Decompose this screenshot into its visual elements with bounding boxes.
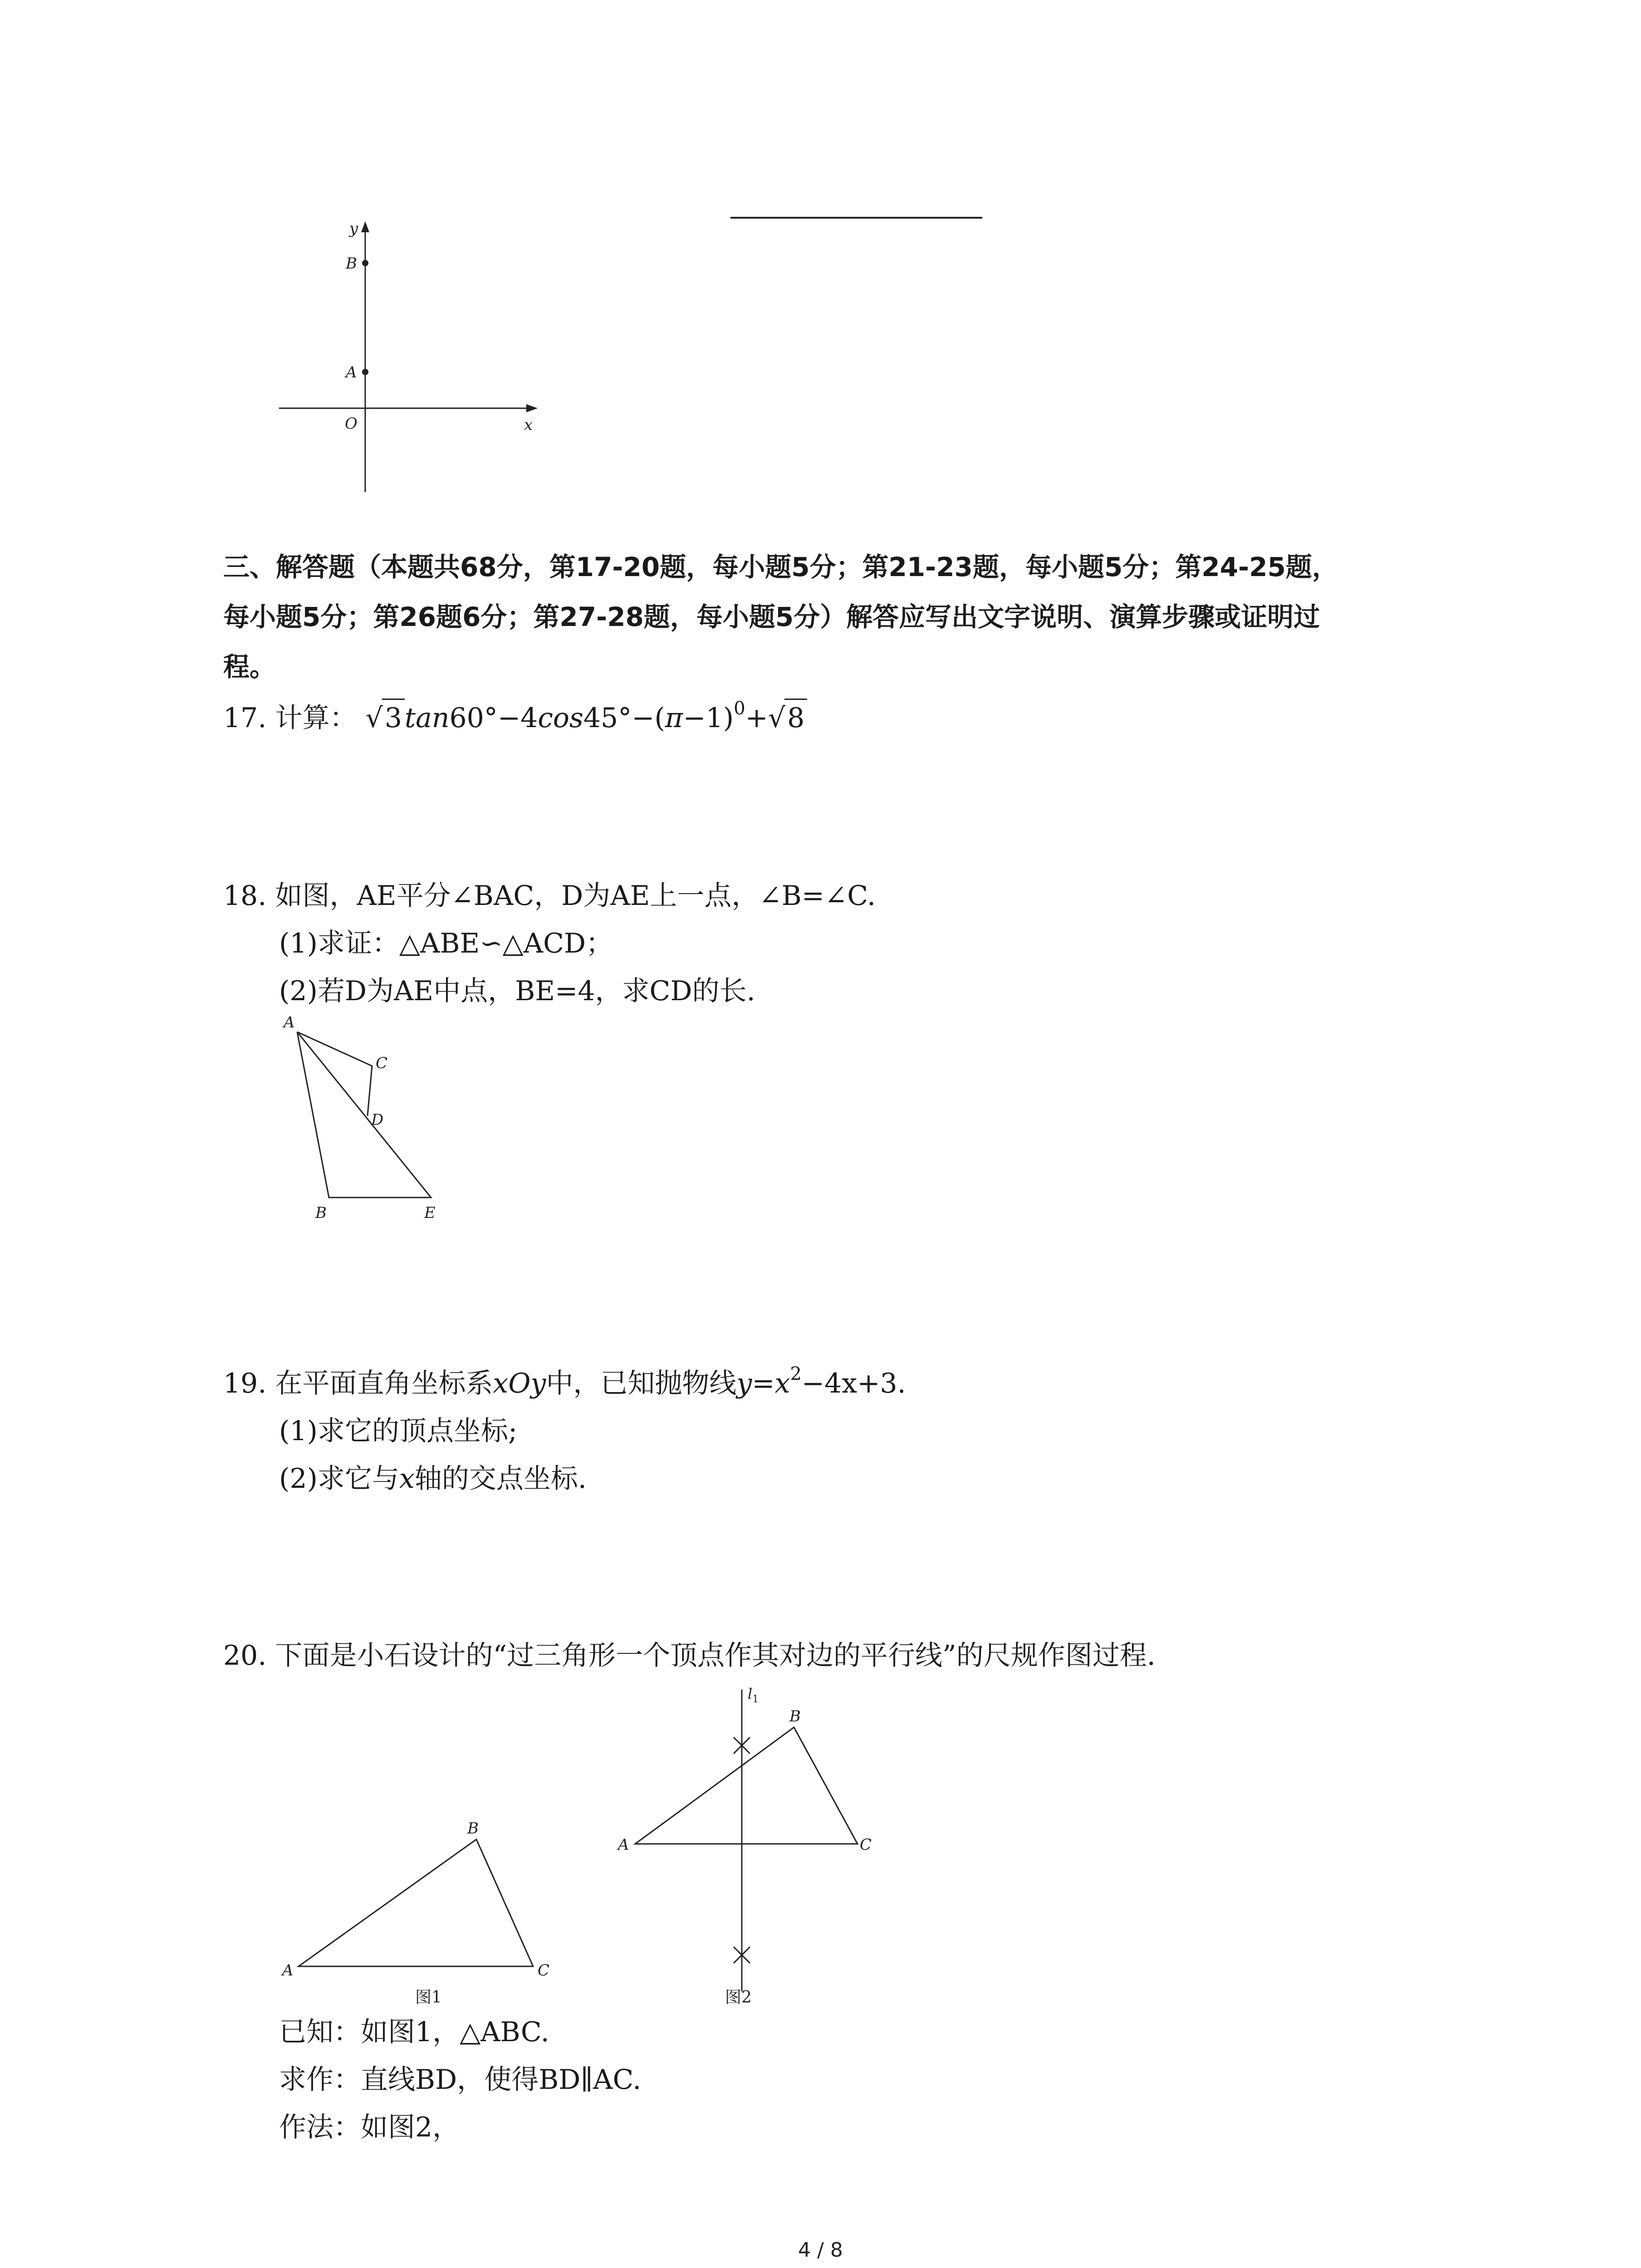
q17-sqrt-sign-1: √ — [365, 702, 383, 734]
q18-text: 如图，AE平分∠BAC，D为AE上一点，∠B=∠C. — [275, 880, 876, 912]
q20-figure-2 — [603, 1683, 894, 2009]
q19-sub2 — [279, 1461, 587, 1497]
q19-text-pre: 在平面直角坐标系 — [275, 1368, 493, 1399]
q20-method: 作法：如图2， — [279, 2112, 460, 2143]
q17-radicand-1: 3 — [382, 699, 405, 736]
q17-line — [223, 699, 807, 736]
q17-prefix: 计算： — [275, 702, 357, 734]
q17-number: 17. — [223, 702, 267, 734]
section3-heading-line2: 每小题5分；第26题6分；第27-28题，每小题5分）解答应写出文字说明、演算步骤或证明过 — [223, 601, 1320, 632]
q19-line — [223, 1365, 906, 1402]
q17-radicand-2: 8 — [784, 699, 807, 736]
fig2-label-b: B — [789, 1707, 801, 1725]
q20-task: 求作：直线BD，使得BD∥AC. — [279, 2064, 642, 2096]
q18-triangle-figure — [272, 1012, 463, 1229]
y-axis-label: y — [349, 220, 358, 238]
fig2-label-a: A — [618, 1836, 629, 1854]
fig1-label-a: A — [282, 1961, 294, 1980]
q19-exponent: 2 — [790, 1364, 802, 1384]
q17-exponent-zero: 0 — [734, 698, 745, 719]
q19-sub2-post: 轴的交点坐标. — [414, 1463, 587, 1495]
q17-term-60: 60°−4 — [449, 702, 538, 734]
q18-line — [223, 878, 876, 914]
fig2-caption: 图2 — [725, 1988, 752, 2007]
origin-label: O — [345, 415, 358, 433]
q18-number: 18. — [223, 880, 267, 912]
answer-blank-line — [730, 217, 982, 219]
q19-sub1: (1)求它的顶点坐标; — [279, 1415, 518, 1447]
q20-known: 已知：如图1，△ABC. — [279, 2016, 549, 2048]
point-b-label: B — [346, 254, 357, 273]
q17-minus-one: −1) — [683, 702, 734, 734]
q20-figure-1 — [272, 1810, 581, 2019]
fig1-label-b: B — [467, 1819, 479, 1838]
q17-term-45: 45°−( — [583, 702, 665, 734]
q17-pi: π — [665, 702, 683, 734]
q17-plus: + — [745, 702, 768, 734]
q17-sqrt-sign-2: √ — [768, 702, 786, 734]
q18-label-d: D — [371, 1111, 384, 1129]
q18-label-b: B — [315, 1204, 327, 1222]
fig2-label-l — [748, 1685, 759, 1705]
q19-xoy: xOy — [493, 1368, 546, 1399]
point-a-label: A — [346, 363, 357, 381]
q18-label-a: A — [284, 1013, 295, 1031]
q19-sub2-var: x — [399, 1463, 415, 1495]
x-axis-label: x — [524, 416, 533, 434]
q18-label-e: E — [424, 1204, 436, 1222]
page-number: 4 / 8 — [798, 2239, 843, 2262]
q19-equation-rest: −4x+3. — [801, 1368, 906, 1399]
q19-sub2-pre: (2)求它与 — [279, 1463, 399, 1495]
q19-number: 19. — [223, 1368, 267, 1399]
q18-sub1: (1)求证：△ABE∽△ACD； — [279, 928, 613, 959]
q17-tan: tan — [405, 702, 450, 734]
section3-heading-line3: 程。 — [223, 651, 276, 682]
q19-text-mid: 中，已知抛物线 — [546, 1368, 737, 1399]
fig2-label-c: C — [860, 1836, 872, 1854]
q20-line — [223, 1637, 1156, 1674]
fig1-caption: 图1 — [415, 1988, 442, 2007]
coordinate-figure — [272, 213, 544, 494]
q20-text: 下面是小石设计的“过三角形一个顶点作其对边的平行线”的尺规作图过程. — [275, 1640, 1156, 1672]
fig2-label-l-sub: 1 — [752, 1694, 759, 1705]
q18-sub2: (2)若D为AE中点，BE=4，求CD的长. — [279, 975, 755, 1007]
q20-number: 20. — [223, 1640, 267, 1672]
fig1-label-c: C — [538, 1961, 550, 1980]
q18-label-c: C — [376, 1054, 388, 1072]
q19-equation: y=x — [736, 1368, 790, 1399]
fig2-label-l-main: l — [748, 1685, 753, 1702]
section3-heading-line1: 三、解答题（本题共68分，第17-20题，每小题5分；第21-23题，每小题5分；第24-25题， — [223, 552, 1338, 582]
q17-cos: cos — [538, 702, 583, 734]
